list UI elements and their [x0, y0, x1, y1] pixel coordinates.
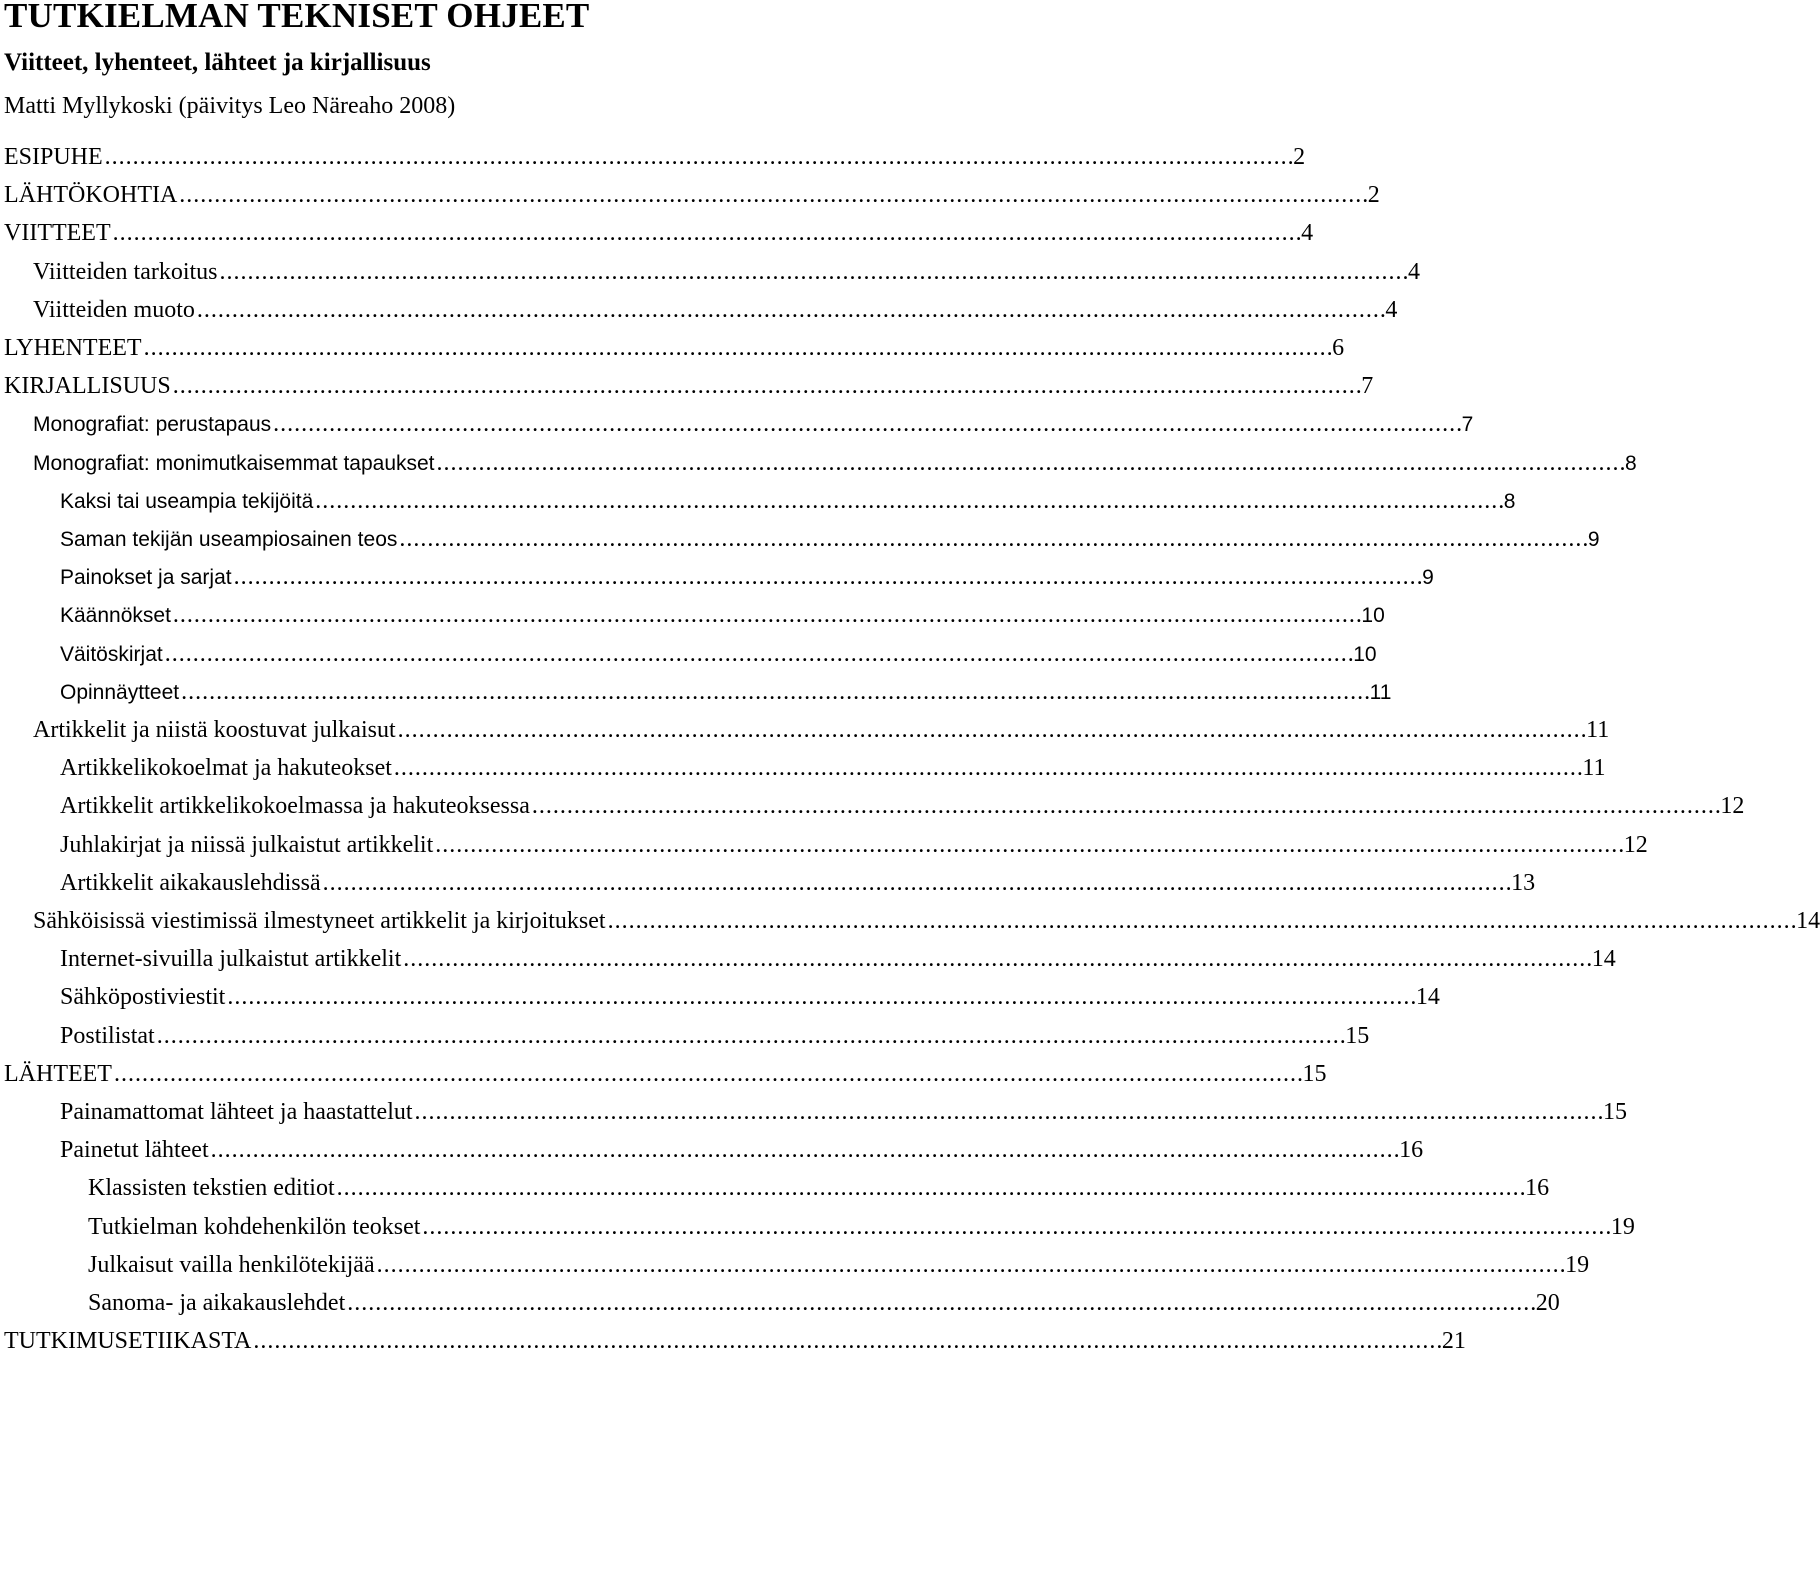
toc-dot-leader	[347, 1284, 1534, 1322]
toc-entry-page-number: 15	[1345, 1022, 1370, 1049]
toc-entry[interactable]	[0, 329, 1345, 367]
toc-entry[interactable]	[0, 1246, 1590, 1284]
toc-entry-page-number: 4	[1385, 296, 1398, 323]
toc-entry[interactable]	[0, 749, 1606, 787]
toc-entry-page-number: 6	[1332, 335, 1345, 361]
toc-entry-label: Sähköpostiviestit	[60, 984, 226, 1011]
toc-entry-page-number: 16	[1525, 1175, 1550, 1202]
toc-entry-page-number: 14	[1591, 946, 1616, 973]
toc-dot-leader	[253, 1322, 1440, 1360]
toc-entry[interactable]	[0, 1208, 1635, 1246]
toc-entry-label: Kaksi tai useampia tekijöitä	[60, 489, 314, 513]
toc-dot-leader	[399, 520, 1586, 558]
toc-entry-label: Tutkielman kohdehenkilön teokset	[88, 1213, 421, 1240]
toc-entry-page-number: 13	[1511, 869, 1536, 896]
toc-entry-label: Viitteiden muoto	[33, 296, 195, 323]
toc-entry-label: ESIPUHE	[4, 144, 103, 170]
toc-entry-label: Käännökset	[60, 604, 171, 628]
toc-entry-page-number: 19	[1565, 1251, 1590, 1278]
toc-dot-leader	[273, 405, 1460, 443]
toc-entry-page-number: 15	[1603, 1099, 1628, 1125]
toc-entry-label: Internet-sivuilla julkaistut artikkelit	[60, 946, 402, 973]
toc-dot-leader	[337, 1169, 1524, 1207]
toc-dot-leader	[113, 214, 1300, 252]
toc-entry[interactable]	[0, 482, 1516, 520]
toc-entry-label: Postilistat	[60, 1022, 155, 1049]
toc-entry-page-number: 9	[1422, 566, 1434, 590]
toc-entry[interactable]	[0, 787, 1745, 825]
toc-entry-page-number: 2	[1367, 182, 1380, 209]
toc-entry-page-number: 11	[1582, 755, 1606, 782]
toc-entry-label: Painokset ja sarjat	[60, 566, 232, 590]
toc-entry[interactable]	[0, 826, 1648, 864]
toc-entry[interactable]	[0, 940, 1616, 978]
toc-dot-leader	[227, 978, 1414, 1016]
toc-dot-leader	[608, 902, 1795, 940]
toc-entry-page-number: 14	[1796, 908, 1820, 934]
toc-entry-label: TUTKIMUSETIIKASTA	[4, 1328, 252, 1355]
toc-entry-label: Artikkelikokoelmat ja hakuteokset	[60, 755, 392, 782]
toc-entry[interactable]	[0, 1131, 1424, 1169]
toc-entry-page-number: 19	[1610, 1213, 1635, 1240]
toc-entry[interactable]	[0, 635, 1377, 673]
toc-entry-label: Sanoma- ja aikakauslehdet	[88, 1290, 346, 1316]
toc-entry-label: LYHENTEET	[4, 335, 142, 361]
toc-entry[interactable]	[0, 902, 1820, 940]
toc-entry-label: Artikkelit aikakauslehdissä	[60, 869, 321, 896]
toc-dot-leader	[157, 1017, 1344, 1055]
toc-dot-leader	[398, 711, 1585, 749]
toc-entry[interactable]	[0, 1055, 1327, 1093]
toc-entry-page-number: 15	[1302, 1060, 1327, 1087]
toc-entry-page-number: 11	[1586, 717, 1610, 743]
toc-dot-leader	[165, 635, 1352, 673]
toc-entry-label: Saman tekijän useampiosainen teos	[60, 528, 398, 551]
toc-entry-label: Väitöskirjat	[60, 642, 163, 666]
toc-dot-leader	[377, 1246, 1564, 1284]
toc-entry-label: Artikkelit ja niistä koostuvat julkaisut	[33, 717, 396, 743]
toc-entry-page-number: 11	[1369, 680, 1392, 704]
toc-dot-leader	[114, 1055, 1301, 1093]
toc-entry-page-number: 10	[1353, 642, 1377, 666]
toc-entry-label: VIITTEET	[4, 220, 111, 247]
toc-entry[interactable]	[0, 1093, 1628, 1131]
toc-entry[interactable]	[0, 1169, 1550, 1207]
toc-entry[interactable]	[0, 1284, 1560, 1322]
toc-dot-leader	[435, 826, 1622, 864]
toc-entry[interactable]	[0, 520, 1600, 558]
toc-entry-page-number: 9	[1587, 528, 1600, 551]
toc-entry[interactable]	[0, 978, 1440, 1016]
toc-dot-leader	[422, 1208, 1609, 1246]
toc-dot-leader	[220, 253, 1407, 291]
toc-entry[interactable]	[0, 673, 1392, 711]
toc-entry[interactable]	[0, 558, 1434, 596]
toc-entry-label: Viitteiden tarkoitus	[33, 258, 218, 285]
toc-entry-label: Juhlakirjat ja niissä julkaistut artikkelit	[60, 831, 434, 858]
toc-entry[interactable]	[0, 444, 1637, 482]
toc-entry-page-number: 10	[1361, 604, 1385, 628]
document-title: TUTKIELMAN TEKNISET OHJEET	[4, 0, 590, 35]
toc-dot-leader	[315, 482, 1502, 520]
toc-entry[interactable]	[0, 176, 1380, 214]
toc-entry-label: Opinnäytteet	[60, 680, 180, 704]
toc-dot-leader	[179, 176, 1366, 214]
toc-entry[interactable]	[0, 1322, 1466, 1360]
toc-entry-label: KIRJALLISUUS	[4, 373, 171, 400]
toc-entry[interactable]	[0, 711, 1610, 749]
toc-entry[interactable]	[0, 291, 1398, 329]
toc-entry-label: LÄHTEET	[4, 1060, 112, 1087]
toc-entry[interactable]	[0, 864, 1536, 902]
toc-entry-page-number: 7	[1361, 373, 1374, 400]
toc-dot-leader	[105, 138, 1292, 176]
toc-dot-leader	[173, 596, 1360, 634]
toc-dot-leader	[394, 749, 1581, 787]
toc-entry-page-number: 12	[1720, 793, 1745, 820]
toc-entry-label: Julkaisut vailla henkilötekijää	[88, 1251, 375, 1278]
toc-entry[interactable]	[0, 214, 1314, 252]
toc-entry-label: Monografiat: perustapaus	[33, 413, 272, 437]
toc-dot-leader	[173, 367, 1360, 405]
toc-dot-leader	[197, 291, 1384, 329]
toc-dot-leader	[144, 329, 1331, 367]
toc-entry-page-number: 21	[1441, 1328, 1466, 1355]
toc-dot-leader	[181, 673, 1368, 711]
toc-entry-label: Klassisten tekstien editiot	[88, 1175, 335, 1202]
toc-dot-leader	[437, 444, 1624, 482]
toc-entry-page-number: 14	[1415, 984, 1440, 1011]
document-author: Matti Myllykoski (päivitys Leo Näreaho 2008)	[4, 93, 456, 119]
toc-entry-label: Artikkelit artikkelikokoelmassa ja hakuteoksessa	[60, 793, 530, 820]
toc-entry[interactable]	[0, 253, 1421, 291]
toc-dot-leader	[532, 787, 1719, 825]
toc-entry-page-number: 8	[1503, 489, 1516, 513]
toc-entry-label: Sähköisissä viestimissä ilmestyneet artikkelit ja kirjoitukset	[33, 908, 606, 934]
toc-entry-page-number: 8	[1625, 451, 1637, 475]
toc-entry-page-number: 12	[1623, 831, 1648, 858]
toc-entry[interactable]	[0, 1017, 1370, 1055]
toc-entry-page-number: 4	[1408, 258, 1421, 285]
toc-entry-page-number: 4	[1301, 220, 1314, 247]
toc-entry[interactable]	[0, 405, 1474, 443]
toc-entry[interactable]	[0, 138, 1306, 176]
toc-entry-page-number: 20	[1535, 1290, 1560, 1316]
toc-entry-page-number: 2	[1293, 144, 1306, 170]
toc-entry[interactable]	[0, 367, 1374, 405]
toc-entry-page-number: 16	[1399, 1137, 1424, 1164]
toc-entry-label: Painamattomat lähteet ja haastattelut	[60, 1099, 413, 1125]
toc-dot-leader	[211, 1131, 1398, 1169]
toc-entry-label: Monografiat: monimutkaisemmat tapaukset	[33, 451, 435, 475]
toc-entry-label: LÄHTÖKOHTIA	[4, 182, 178, 209]
toc-dot-leader	[234, 558, 1421, 596]
toc-dot-leader	[403, 940, 1590, 978]
toc-entry[interactable]	[0, 596, 1385, 634]
toc-entry-label: Painetut lähteet	[60, 1137, 209, 1164]
toc-entry-page-number: 7	[1461, 413, 1474, 437]
toc-dot-leader	[323, 864, 1510, 902]
toc-dot-leader	[415, 1093, 1602, 1131]
document-subtitle: Viitteet, lyhenteet, lähteet ja kirjallisuus	[4, 49, 431, 76]
